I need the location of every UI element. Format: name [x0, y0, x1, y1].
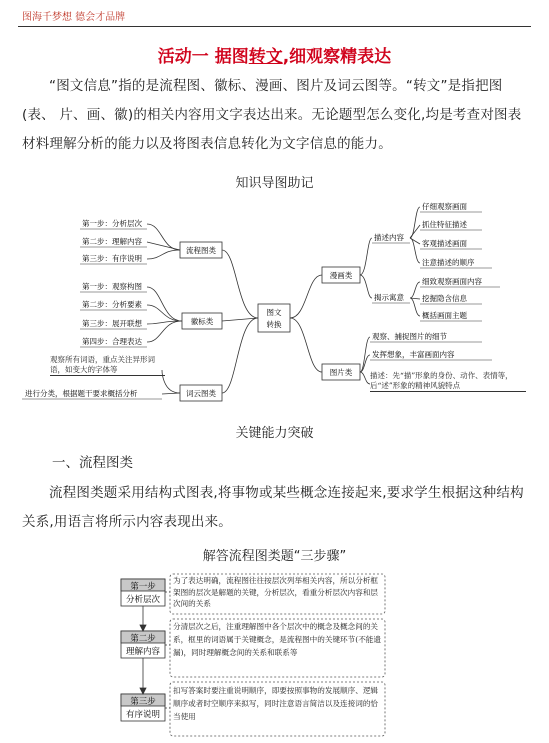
mindmap-node-wordcloud: 词云图类 [186, 389, 216, 398]
mindmap-center-line1: 图文 [266, 308, 282, 317]
mindmap-node-comic: 漫画类 [329, 271, 353, 280]
mindmap-leaf: 第二步：分析要素 [82, 300, 142, 309]
step2-label: 第二步 [130, 634, 156, 644]
mindmap-leaf: 进行分类，根据题干要求概括分析 [25, 389, 138, 398]
mindmap-leaf: 第一步：观察构图 [82, 282, 142, 291]
mindmap-node-picture: 图片类 [329, 368, 353, 377]
mindmap-leaf: 客观描述画面 [422, 239, 467, 248]
mindmap-leaf: 发挥想象，丰富画面内容 [372, 350, 455, 359]
mindmap-leaf: 注意描述的顺序 [422, 258, 475, 267]
step1-name: 分析层次 [125, 595, 161, 605]
section-heading-flowchart: 一、流程图类 [52, 455, 133, 471]
header-divider [18, 26, 531, 27]
mindmap-subnode: 描述内容 [374, 233, 404, 242]
mindmap-leaf: 观察所有词语，重点关注异形词语，如变大的字体等 [50, 355, 165, 376]
mindmap-leaf: 描述：先“描”形象的身份、动作、表情等，后“述”形象的精神风貌特点 [370, 371, 526, 392]
flow-caption: 解答流程图类题“三步骤” [202, 549, 347, 564]
ability-caption: 关键能力突破 [235, 426, 314, 441]
mindmap-node-logo: 徽标类 [190, 317, 214, 326]
mindmap-leaf: 第三步：展开联想 [82, 319, 142, 328]
mindmap-center-line2: 转换 [266, 320, 282, 329]
mindmap-leaf: 仔细观察画面 [422, 202, 467, 211]
mindmap-leaf: 第二步：理解内容 [82, 237, 142, 246]
title-part2: 转文 [248, 47, 283, 67]
step1-label: 第一步 [130, 582, 156, 592]
mindmap-leaf: 抓住特征描述 [422, 220, 467, 229]
page-title [0, 42, 549, 67]
mindmap-leaf: 观察、捕捉图片的细节 [372, 332, 447, 341]
step2-desc: 分清层次之后，注重理解图中各个层次中的概念及概念间的关系，框里的词语属于关键概念，是流程图中的关键环节(不能遗漏)，同时理解概念间的关系和联系等 [173, 622, 381, 657]
mindmap-leaf: 第四步：合理表达 [82, 337, 142, 346]
mindmap-diagram [22, 195, 527, 405]
step1-desc: 为了表达明确，流程图往往按层次列举相关内容，所以分析框架图的层次是解题的关键，分析层次，看重分析层次内容和层次间的关系 [173, 576, 379, 608]
mindmap-leaf: 概括画面主题 [422, 311, 467, 320]
three-steps-diagram [118, 572, 388, 742]
title-part1: 活动一 据图 [157, 47, 249, 67]
mindmap-leaf: 细致观察画面内容 [422, 277, 482, 286]
step3-label: 第三步 [130, 697, 156, 707]
mindmap-node-flowchart: 流程图类 [186, 246, 216, 255]
step3-desc: 扣写答案时要注重说明顺序，即要按照事物的发展顺序、逻辑顺序或者时空顺序来拟写，同时注意语言简洁以及连接词的恰当使用 [173, 686, 379, 721]
step2-name: 理解内容 [125, 647, 161, 657]
title-part3: ,细观察精表达 [282, 47, 392, 67]
mindmap-leaf: 第一步：分析层次 [82, 219, 142, 228]
flowchart-paragraph: 流程图类题采用结构式图表,将事物或某些概念连接起来,要求学生根据这种结构关系,用语言将所示内容表现出来。 [22, 485, 524, 530]
step3-name: 有序说明 [125, 710, 161, 720]
mindmap-caption: 知识导图助记 [235, 176, 314, 191]
mindmap-leaf: 挖掘隐含信息 [422, 294, 467, 303]
page-header: 图海千梦想 德会才品牌 [22, 12, 126, 23]
mindmap-subnode: 揭示寓意 [374, 293, 404, 302]
mindmap-leaf: 第三步：有序说明 [82, 254, 142, 263]
intro-paragraph: “图文信息”指的是流程图、徽标、漫画、图片及词云图等。“转文”是指把图(表、 片、画、徽)的相关内容用文字表达出来。无论题型怎么变化,均是考查对图表材料理解分析的能力以及将图表信息转化为文字信息的能力。 [22, 78, 522, 152]
